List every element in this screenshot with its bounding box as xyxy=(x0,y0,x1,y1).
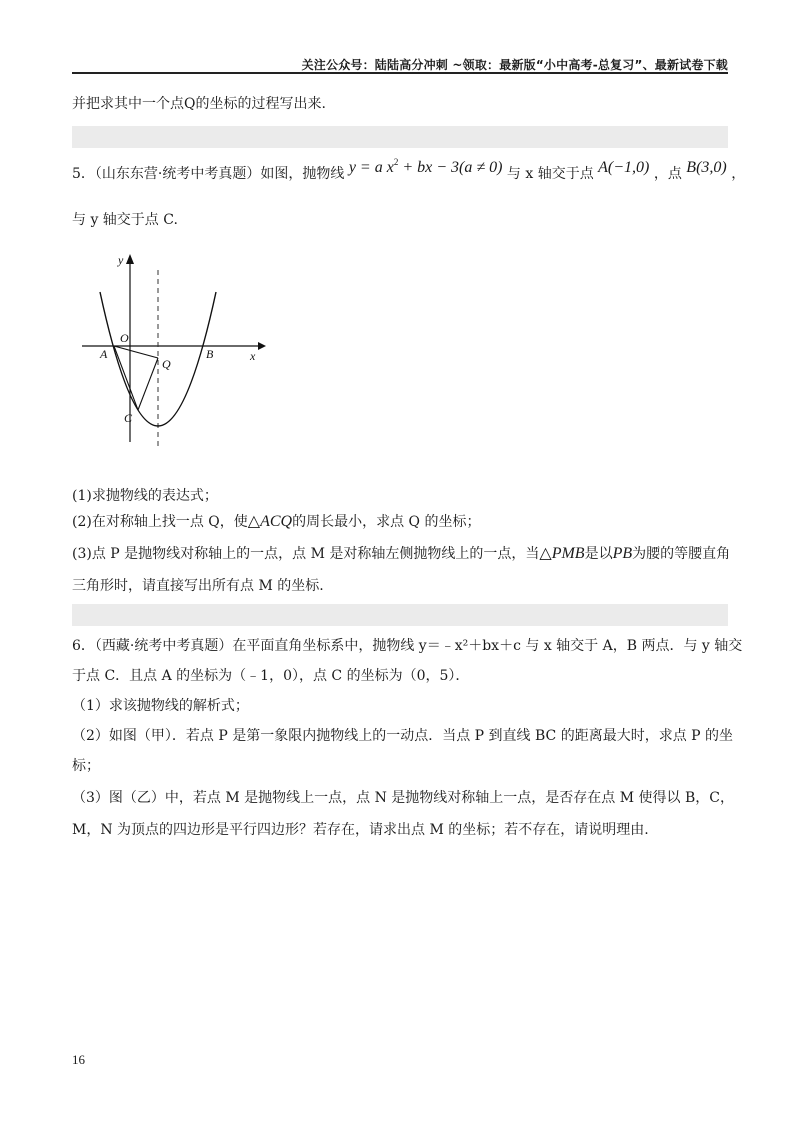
answer-space-bar xyxy=(72,126,728,148)
q5-point-a: A(−1,0) xyxy=(598,159,650,176)
q5-parabola-figure xyxy=(78,252,278,452)
x-axis-arrow xyxy=(258,342,266,350)
previous-question-tail: 并把求其中一个点Q的坐标的过程写出来. xyxy=(72,96,326,112)
label-b: B xyxy=(206,347,214,361)
q5-mid2: ，点 xyxy=(653,166,682,182)
q5-stem-line1 xyxy=(72,158,745,184)
q6-line3: （1）求该抛物线的解析式； xyxy=(72,698,249,714)
q5-equation: y = a $x^2$ + bx − 3(a ≠ 0) xyxy=(348,157,503,176)
q5-sub3-line2: 三角形时，请直接写出所有点 M 的坐标. xyxy=(72,578,324,594)
label-c: C xyxy=(124,411,133,425)
q5-end: ， xyxy=(731,166,746,182)
q6-line2: 于点 C．且点 A 的坐标为（﹣1，0），点 C 的坐标为（0，5）． xyxy=(72,668,470,684)
q6-line7: M，N 为顶点的四边形是平行四边形？若存在，请求出点 M 的坐标；若不存在，请说明理由. xyxy=(72,822,649,838)
q5-sub2: (2)在对称轴上找一点 Q，使△ACQ的周长最小，求点 Q 的坐标； xyxy=(72,513,481,530)
q6-line1: 6．（西藏·统考中考真题）在平面直角坐标系中，抛物线 y＝﹣x²＋bx＋c 与 x 轴交于 A，B 两点．与 y 轴交 xyxy=(72,638,743,654)
segment-aq xyxy=(114,346,158,358)
q5-sub1: (1)求抛物线的表达式； xyxy=(72,488,218,504)
q5-sub3: (3)点 P 是抛物线对称轴上的一点，点 M 是对称轴左侧抛物线上的一点，当△PMB是以PB为腰的等腰直角 xyxy=(72,545,731,562)
segment-qc xyxy=(138,358,158,410)
q5-mid1: 与 x 轴交于点 xyxy=(506,166,594,182)
q6-line5: 标； xyxy=(72,758,100,774)
q5-point-b: B(3,0) xyxy=(686,159,727,176)
page-header: 关注公众号：陆陆高分冲刺 ~领取：最新版“小中高考-总复习”、最新试卷下载 xyxy=(301,58,728,72)
triangle-pmb: △PMB xyxy=(539,545,585,562)
page-number: 16 xyxy=(72,1052,85,1067)
label-x: x xyxy=(250,349,256,363)
label-q: Q xyxy=(162,357,171,371)
q6-line4: （2）如图（甲）．若点 P 是第一象限内抛物线上的一动点．当点 P 到直线 BC 的距离最大时，求点 P 的坐 xyxy=(72,728,734,744)
segment-ac xyxy=(114,346,138,410)
q5-intro: 5．（山东东营·统考中考真题）如图，抛物线 xyxy=(72,166,345,182)
header-rule xyxy=(72,72,728,74)
label-y: y xyxy=(118,253,124,267)
answer-space-bar xyxy=(72,604,728,626)
triangle-acq: △ACQ xyxy=(247,513,293,530)
q5-stem-line2: 与 y 轴交于点 C. xyxy=(72,212,178,228)
segment-pb-label: PB xyxy=(612,545,633,562)
q6-line6: （3）图（乙）中，若点 M 是抛物线上一点，点 N 是抛物线对称轴上一点，是否存在点 M 使得以 B，C， xyxy=(72,790,734,806)
label-o: O xyxy=(120,331,129,345)
label-a: A xyxy=(100,347,108,361)
y-axis-arrow xyxy=(126,254,134,264)
